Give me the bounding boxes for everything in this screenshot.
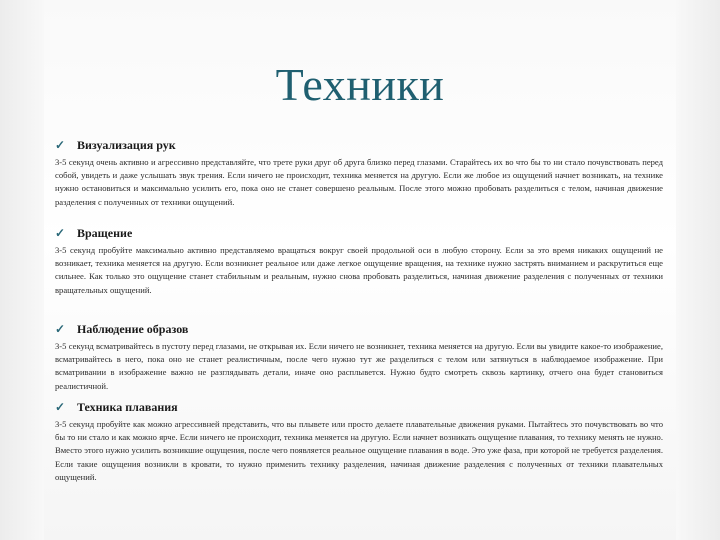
section-text: 3-5 секунд очень активно и агрессивно представляйте, что трете руки друг об друга близко перед глазами. Старайтесь их во что бы то ни стало почувствовать перед собой, увидеть и даже услышать звук трения. Если ничего не происходит, техника меняется на другую. Если же любое из ощущений начнет возникать, на технике нужно остановиться и максимально усилить его, пока оно не станет совершено реальным. После этого можно пробовать разделиться с телом, начиная движение разделения с полученных от техники ощущений. — [55, 157, 663, 207]
section-image-observation — [55, 321, 663, 397]
section-heading-text: Визуализация рук — [77, 138, 176, 152]
section-hand-visualization — [55, 137, 663, 223]
section-text: 3-5 секунд всматривайтесь в пустоту перед глазами, не открывая их. Если ничего не возникнет, техника меняется на другую. Если вы увидите какое-то изображение, всматривайтесь в него, пока оно не станет реалистичным, после чего нужно тут же разделиться с телом или затянуться в наблюдаемое изображение. При всматривании в изображение важно не разглядывать детали, иначе оно расплывется. Нужно будто смотреть сквозь картинку, отчего она будет становиться реалистичной. — [55, 341, 663, 391]
checkmark-icon: ✓ — [55, 400, 66, 414]
section-heading — [55, 137, 663, 154]
checkmark-icon: ✓ — [55, 322, 66, 336]
content — [55, 137, 663, 486]
section-heading — [55, 321, 663, 338]
checkmark-icon: ✓ — [55, 138, 66, 152]
section-heading — [55, 225, 663, 242]
section-heading-text: Наблюдение образов — [77, 322, 189, 336]
section-text: 3-5 секунд пробуйте как можно агрессивней представить, что вы плывете или просто делаете плавательные движения руками. Пытайтесь это почувствовать во что бы то ни стало и как можно ярче. Если ничего не происходит, техника меняется на другую. Если начнет возникать ощущение плавания, то технику менять не нужно. Вместо этого нужно усилить возникшие ощущения, после чего появляется реальное ощущение плавания в воде. Это уже фаза, при которой не требуется разделения. Если такие ощущения возникли в кровати, то нужно применить технику разделения, начиная движение разделения с полученных от техники плавательных ощущений. — [55, 419, 663, 482]
section-swimming-technique — [55, 399, 663, 484]
section-text: 3-5 секунд пробуйте максимально активно представляемо вращаться вокруг своей продольной оси в любую сторону. Если за это время никаких ощущений не возникает, техника меняется на другую. Если возникнет реальное или даже легкое ощущение вращения, на технике нужно застрять вниманием и раскрутиться еще сильнее. Как только это ощущение станет стабильным и реальным, нужно снова пробовать разделиться, начиная движение разделения с полученных от техники вращательных ощущений. — [55, 245, 663, 295]
slide-title: Техники — [275, 59, 445, 110]
section-heading-text: Вращение — [77, 226, 133, 240]
section-heading — [55, 399, 663, 416]
section-rotation — [55, 225, 663, 319]
checkmark-icon: ✓ — [55, 226, 66, 240]
section-heading-text: Техника плавания — [77, 400, 178, 414]
